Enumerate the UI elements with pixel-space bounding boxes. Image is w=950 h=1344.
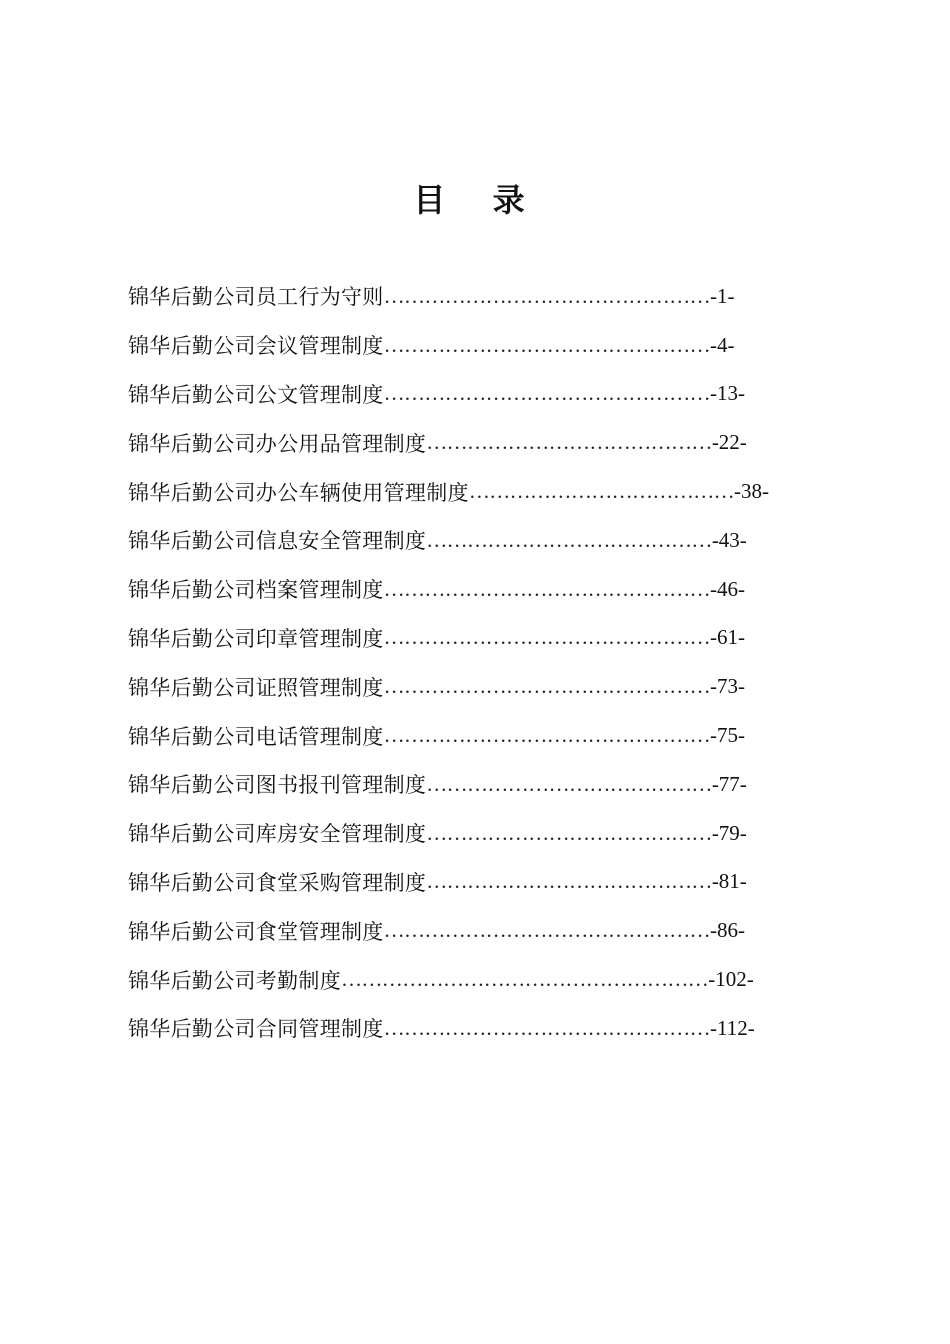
toc-entry-leader: ………………………………… [468,479,735,504]
toc-entry-page: -13- [710,381,746,406]
toc-entry-page: -4- [710,332,735,357]
toc-entry-page: -112- [710,1015,755,1040]
toc-entry-title: 锦华后勤公司证照管理制度 [128,675,384,700]
toc-entry-title: 锦华后勤公司会议管理制度 [128,334,384,359]
toc-entry [128,858,828,907]
toc-entry-leader: ………………………………………… [383,1015,711,1040]
toc-entry-title: 锦华后勤公司员工行为守则 [128,285,384,310]
toc-entry [128,809,828,858]
toc-entry-title: 锦华后勤公司图书报刊管理制度 [128,773,427,798]
toc-entry-leader: ………………………………………… [383,576,711,601]
toc-entry [128,516,828,565]
toc-entry-leader: ………………………………………… [383,283,711,308]
toc-entry-page: -61- [710,625,746,650]
toc-entry-leader: …………………………………… [426,430,712,455]
toc-entry-title: 锦华后勤公司食堂采购管理制度 [128,870,427,895]
toc-entry-page: -86- [710,918,746,943]
toc-entry-page: -46- [710,576,746,601]
toc-entry-title: 锦华后勤公司公文管理制度 [128,382,384,407]
toc-entry [128,370,828,419]
toc-entry [128,711,828,760]
toc-entry-leader: ………………………………………… [383,381,711,406]
toc-entry-title: 锦华后勤公司办公车辆使用管理制度 [128,480,469,505]
toc-entry [128,906,828,955]
toc-entry-page: -38- [734,479,770,504]
toc-entry [128,565,828,614]
toc-entry [128,955,828,1004]
toc-entry-page: -1- [710,283,735,308]
toc-entry-title: 锦华后勤公司合同管理制度 [128,1017,384,1042]
toc-entry-leader: …………………………………… [426,771,712,796]
toc-entry-page: -81- [711,869,747,894]
toc-entry [128,662,828,711]
toc-entry-title: 锦华后勤公司印章管理制度 [128,626,384,651]
toc-entry-title: 锦华后勤公司电话管理制度 [128,724,384,749]
toc-entry-leader: ………………………………………… [383,723,711,748]
toc-entry-title: 锦华后勤公司档案管理制度 [128,578,384,603]
toc-entry-leader: ………………………………………… [383,332,711,357]
toc-entry-title: 锦华后勤公司库房安全管理制度 [128,822,427,847]
toc-entry-page: -43- [711,527,747,552]
toc-entry-title: 锦华后勤公司信息安全管理制度 [128,529,427,554]
toc-list [128,272,828,1053]
toc-entry [128,272,828,321]
toc-entry-leader: ………………………………………… [383,625,711,650]
toc-entry [128,418,828,467]
toc-entry-leader: ………………………………………… [383,918,711,943]
toc-entry-page: -102- [708,967,754,992]
toc-entry [128,321,828,370]
toc-entry [128,467,828,516]
toc-entry-leader: ……………………………………………… [341,967,709,992]
toc-entry-leader: …………………………………… [426,820,712,845]
toc-entry-title: 锦华后勤公司办公用品管理制度 [128,431,427,456]
toc-entry-page: -77- [711,771,747,796]
toc-entry-page: -79- [711,820,747,845]
toc-entry-leader: …………………………………… [426,869,712,894]
toc-entry-page: -73- [710,674,746,699]
toc-entry-leader: ………………………………………… [383,674,711,699]
toc-entry [128,614,828,663]
toc-entry-page: -22- [711,430,747,455]
toc-entry [128,760,828,809]
toc-entry-title: 锦华后勤公司食堂管理制度 [128,919,384,944]
toc-entry-leader: …………………………………… [426,527,712,552]
toc-entry [128,1004,828,1053]
toc-heading: 目 录 [413,181,543,219]
toc-entry-title: 锦华后勤公司考勤制度 [128,968,341,993]
toc-entry-page: -75- [710,723,746,748]
